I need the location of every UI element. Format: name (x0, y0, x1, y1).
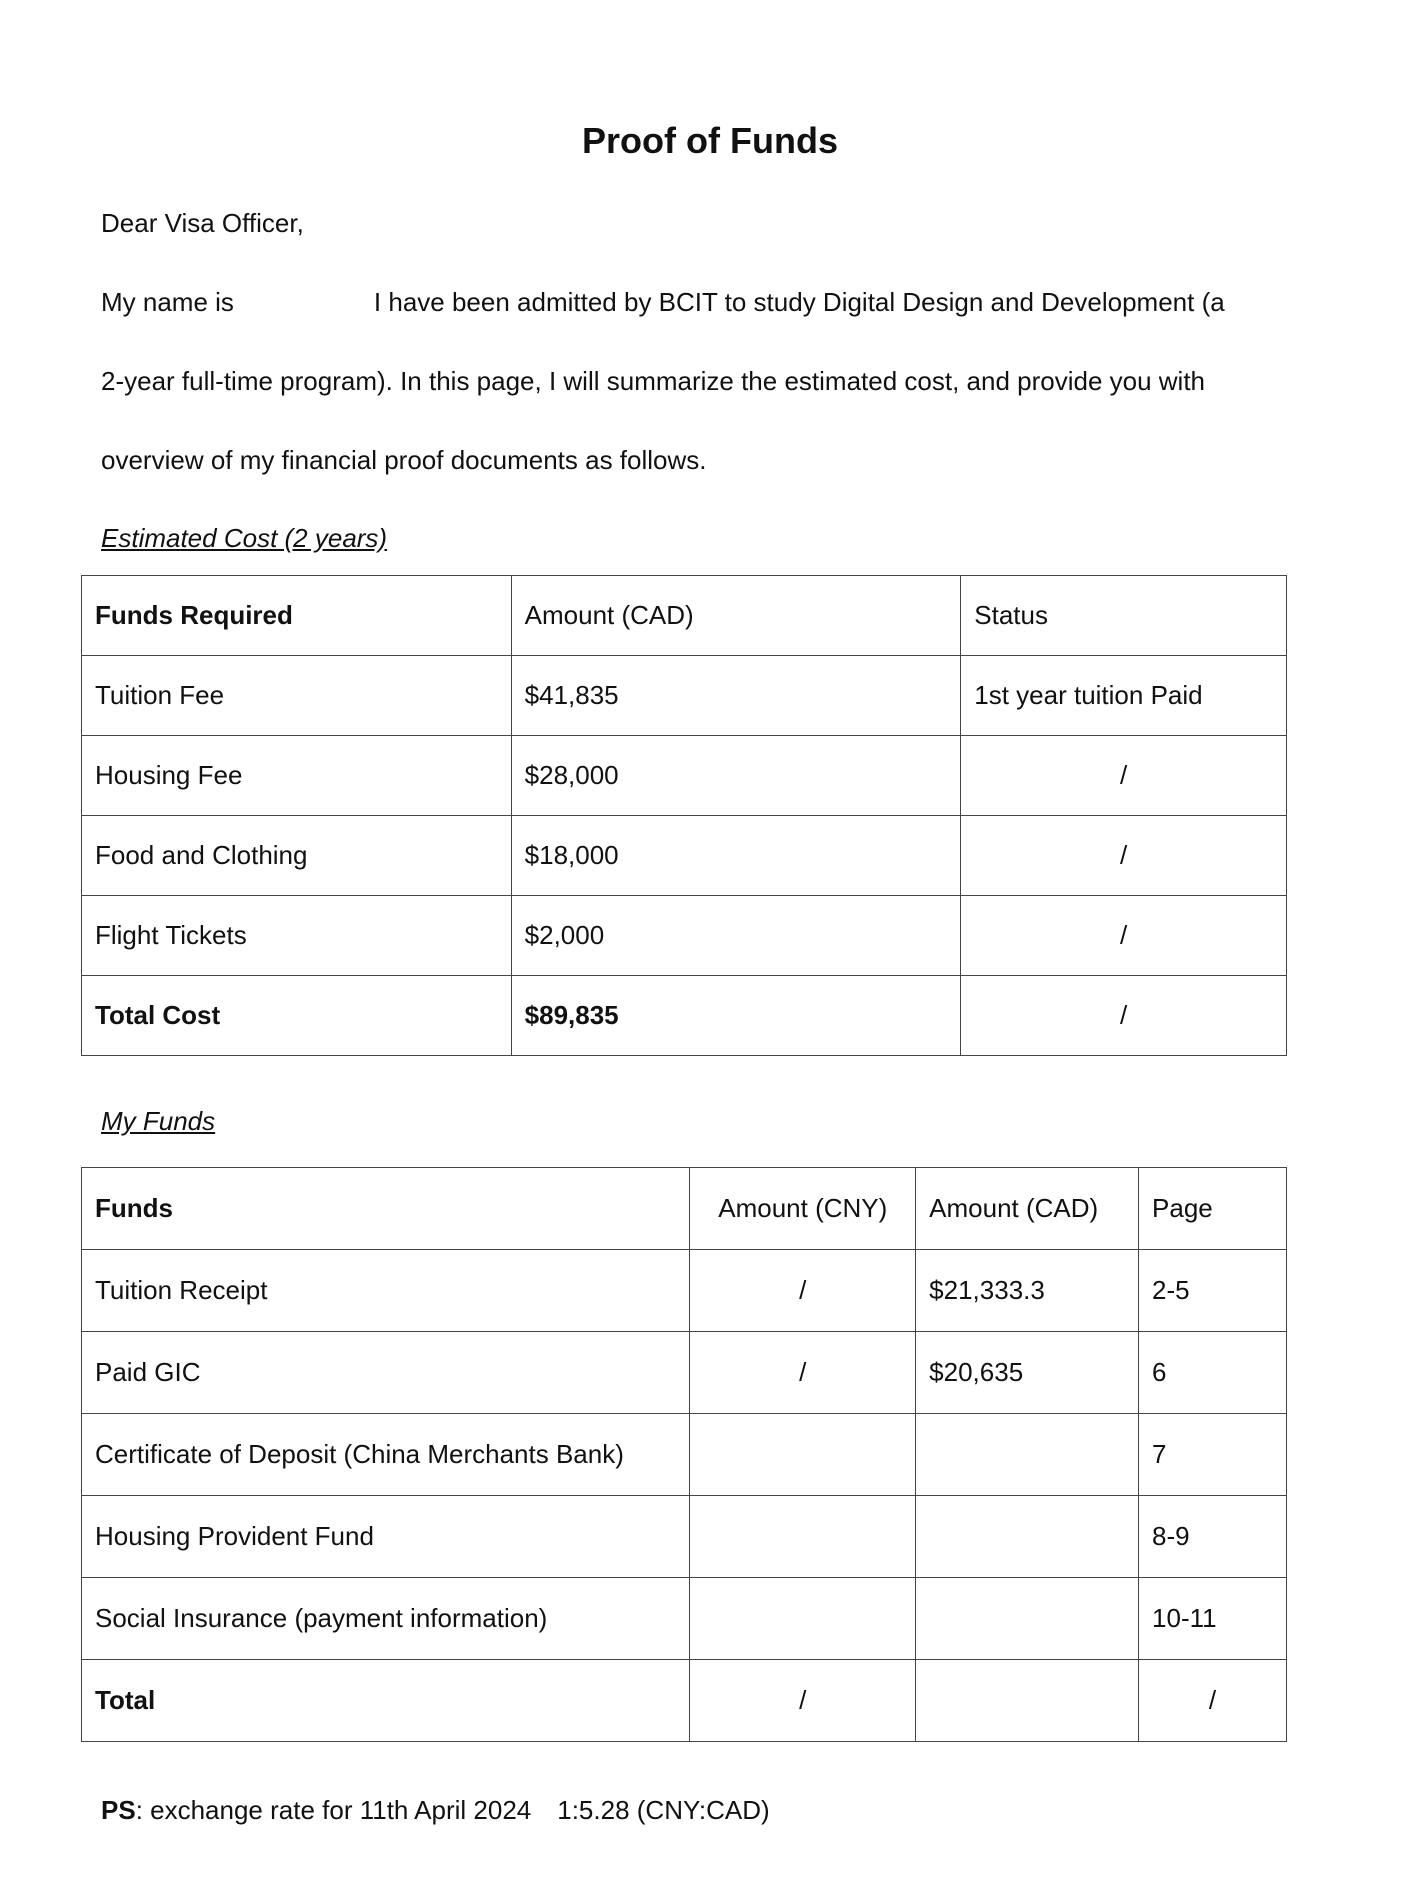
cost-item: Flight Tickets (82, 896, 512, 976)
fund-page: 2-5 (1139, 1250, 1287, 1332)
estimated-cost-table (81, 575, 1287, 1056)
total-cost-label: Total Cost (82, 976, 512, 1056)
total-cost-status: / (961, 976, 1287, 1056)
header-funds-required: Funds Required (82, 576, 512, 656)
header-funds: Funds (82, 1168, 690, 1250)
cost-status: / (961, 816, 1287, 896)
my-funds-heading: My Funds (101, 1106, 216, 1136)
header-amount-cad: Amount (CAD) (916, 1168, 1139, 1250)
exchange-rate: 1:5.28 (CNY:CAD) (557, 1795, 770, 1825)
fund-page: 6 (1139, 1332, 1287, 1414)
ps-text: : exchange rate for 11th April 2024 (135, 1795, 532, 1825)
header-amount-cad: Amount (CAD) (511, 576, 961, 656)
cost-status: / (961, 896, 1287, 976)
funds-total-page: / (1139, 1660, 1287, 1742)
total-row (82, 1660, 1287, 1742)
intro-line-2: 2-year full-time program). In this page, I will summarize the estimated cost, and provide you with (101, 366, 1206, 396)
fund-name: Housing Provident Fund (82, 1496, 690, 1578)
fund-page: 8-9 (1139, 1496, 1287, 1578)
intro-line-1-start: My name is (101, 287, 234, 317)
estimated-cost-heading: Estimated Cost (2 years) (101, 523, 388, 553)
cost-item: Housing Fee (82, 736, 512, 816)
fund-name: Certificate of Deposit (China Merchants Bank) (82, 1414, 690, 1496)
table-header-row (82, 1168, 1287, 1250)
salutation: Dear Visa Officer, (101, 208, 304, 238)
fund-amount-cny (690, 1496, 916, 1578)
cost-item: Food and Clothing (82, 816, 512, 896)
fund-amount-cny: / (690, 1332, 916, 1414)
table-row (82, 736, 1287, 816)
table-row (82, 1250, 1287, 1332)
fund-name: Social Insurance (payment information) (82, 1578, 690, 1660)
fund-name: Tuition Receipt (82, 1250, 690, 1332)
fund-amount-cny (690, 1414, 916, 1496)
cost-amount: $28,000 (511, 736, 961, 816)
intro-line-1-end: I have been admitted by BCIT to study Digital Design and Development (a (373, 287, 1225, 317)
table-row (82, 1332, 1287, 1414)
fund-amount-cad: $20,635 (916, 1332, 1139, 1414)
table-row (82, 1578, 1287, 1660)
cost-status: / (961, 736, 1287, 816)
ps-note (101, 1795, 770, 1826)
header-status: Status (961, 576, 1287, 656)
fund-amount-cad (916, 1414, 1139, 1496)
table-row (82, 1414, 1287, 1496)
header-page: Page (1139, 1168, 1287, 1250)
fund-page: 10-11 (1139, 1578, 1287, 1660)
cost-amount: $18,000 (511, 816, 961, 896)
fund-page: 7 (1139, 1414, 1287, 1496)
table-row (82, 1496, 1287, 1578)
table-row (82, 656, 1287, 736)
table-row (82, 816, 1287, 896)
cost-status: 1st year tuition Paid (961, 656, 1287, 736)
total-row (82, 976, 1287, 1056)
fund-amount-cad: $21,333.3 (916, 1250, 1139, 1332)
page-title: Proof of Funds (582, 120, 838, 161)
cost-amount: $41,835 (511, 656, 961, 736)
ps-label: PS (101, 1795, 136, 1825)
fund-amount-cad (916, 1578, 1139, 1660)
fund-amount-cny: / (690, 1250, 916, 1332)
fund-name: Paid GIC (82, 1332, 690, 1414)
table-header-row (82, 576, 1287, 656)
table-row (82, 896, 1287, 976)
intro-line-3: overview of my financial proof documents as follows. (101, 445, 707, 475)
funds-total-cny: / (690, 1660, 916, 1742)
fund-amount-cad (916, 1496, 1139, 1578)
total-cost-amount: $89,835 (511, 976, 961, 1056)
funds-total-label: Total (82, 1660, 690, 1742)
header-amount-cny: Amount (CNY) (690, 1168, 916, 1250)
cost-amount: $2,000 (511, 896, 961, 976)
intro-line-1 (101, 287, 1225, 318)
cost-item: Tuition Fee (82, 656, 512, 736)
fund-amount-cny (690, 1578, 916, 1660)
my-funds-table (81, 1167, 1287, 1742)
funds-total-cad (916, 1660, 1139, 1742)
